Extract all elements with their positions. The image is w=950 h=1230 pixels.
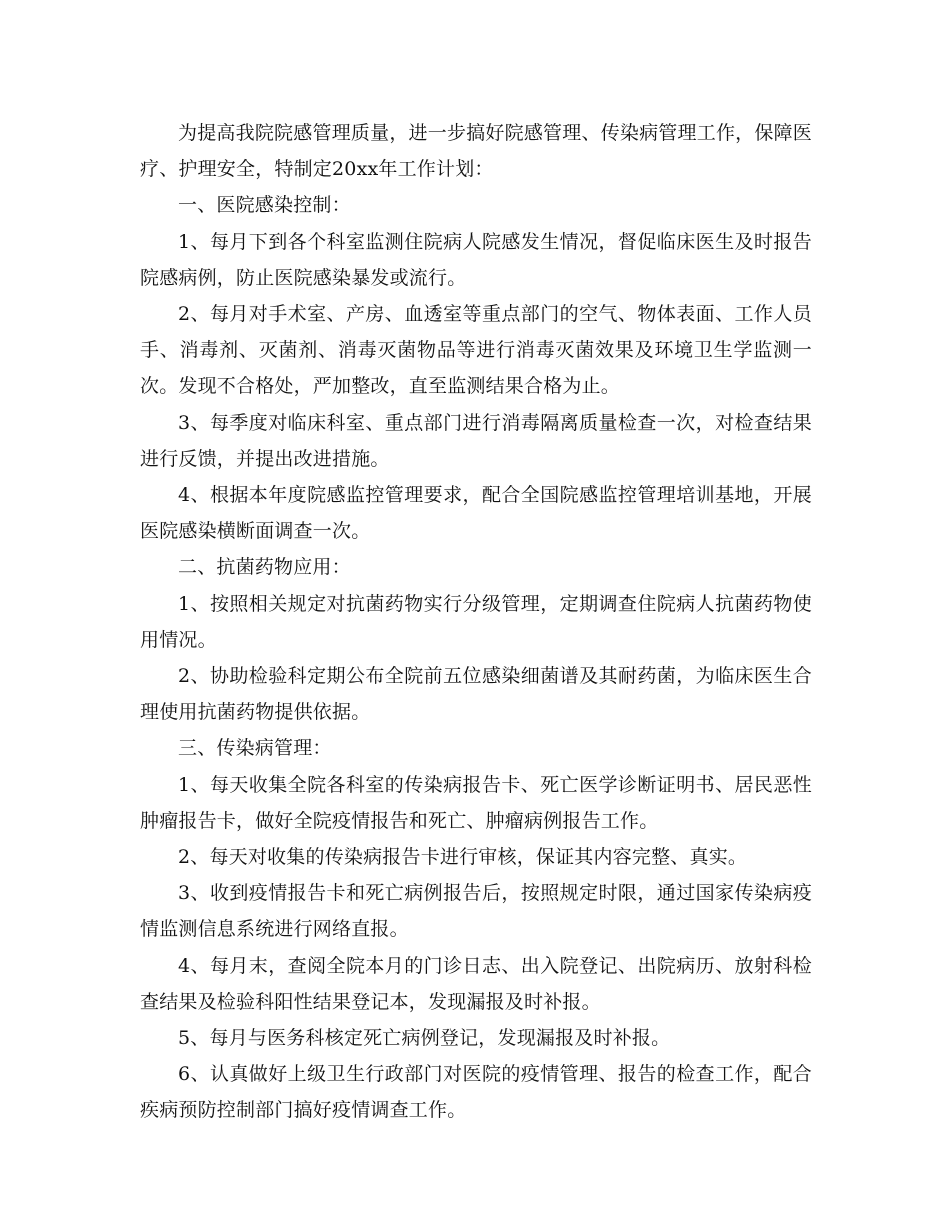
paragraph: 2、每天对收集的传染病报告卡进行审核，保证其内容完整、真实。 [178, 846, 748, 869]
paragraph: 3、收到疫情报告卡和死亡病例报告后，按照规定时限，通过国家传染病疫情监测信息系统进行网络直报。 [140, 882, 812, 941]
document-body [140, 115, 812, 1129]
paragraph: 2、每月对手术室、产房、血透室等重点部门的空气、物体表面、工作人员手、消毒剂、灭菌剂、消毒灭菌物品等进行消毒灭菌效果及环境卫生学监测一次。发现不合格处，严加整改，直至监测结果合格为止。 [140, 303, 812, 398]
section-heading-infection-control: 一、医院感染控制： [178, 194, 351, 217]
paragraph: 4、根据本年度院感监控管理要求，配合全国院感监控管理培训基地，开展医院感染横断面调查一次。 [140, 484, 812, 543]
section-heading-infectious-disease: 三、传染病管理： [178, 737, 332, 760]
paragraph: 5、每月与医务科核定死亡病例登记，发现漏报及时补报。 [178, 1027, 671, 1050]
paragraph: 1、按照相关规定对抗菌药物实行分级管理，定期调查住院病人抗菌药物使用情况。 [140, 592, 812, 651]
paragraph: 1、每天收集全院各科室的传染病报告卡、死亡医学诊断证明书、居民恶性肿瘤报告卡，做好全院疫情报告和死亡、肿瘤病例报告工作。 [140, 773, 812, 832]
paragraph: 4、每月末，查阅全院本月的门诊日志、出入院登记、出院病历、放射科检查结果及检验科阳性结果登记本，发现漏报及时补报。 [140, 954, 812, 1013]
paragraph: 1、每月下到各个科室监测住院病人院感发生情况，督促临床医生及时报告院感病例，防止医院感染暴发或流行。 [140, 230, 812, 289]
paragraph: 6、认真做好上级卫生行政部门对医院的疫情管理、报告的检查工作，配合疾病预防控制部门搞好疫情调查工作。 [140, 1063, 812, 1122]
paragraph: 2、协助检验科定期公布全院前五位感染细菌谱及其耐药菌，为临床医生合理使用抗菌药物提供依据。 [140, 665, 812, 724]
intro-paragraph: 为提高我院院感管理质量，进一步搞好院感管理、传染病管理工作，保障医疗、护理安全，特制定20xx年工作计划： [140, 122, 812, 181]
section-heading-antibiotics: 二、抗菌药物应用： [178, 556, 351, 579]
paragraph: 3、每季度对临床科室、重点部门进行消毒隔离质量检查一次，对检查结果进行反馈，并提出改进措施。 [140, 411, 812, 470]
